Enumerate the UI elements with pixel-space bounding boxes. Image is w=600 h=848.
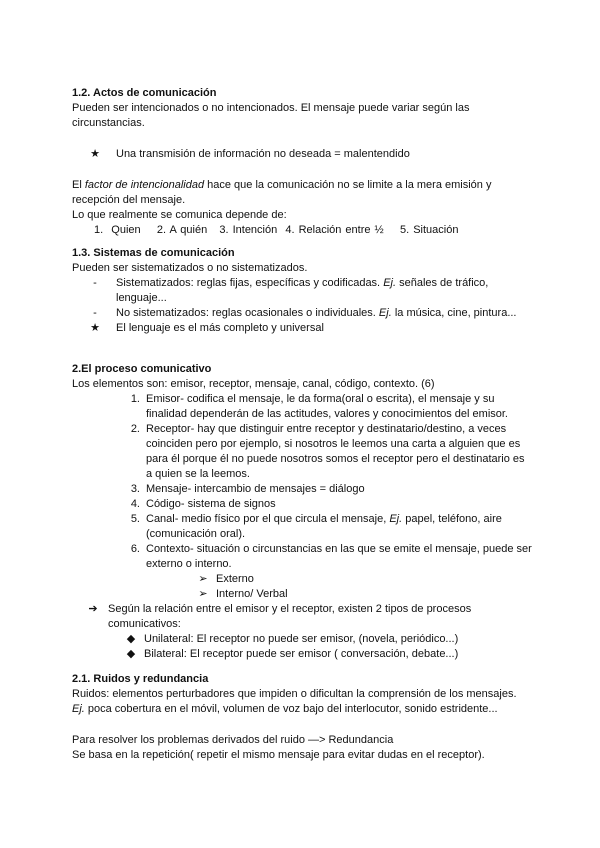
item-number: 2. [130, 423, 140, 435]
arrowhead-icon: ➢ [198, 588, 208, 600]
diamond-icon: ◆ [126, 648, 136, 660]
list-item-contexto [72, 542, 532, 572]
right-arrow-icon: ➔ [88, 603, 98, 615]
item-number: 1. [130, 393, 140, 405]
bullet-text: Según la relación entre el emisor y el receptor, existen 2 tipos de procesos comunicativos: [108, 603, 472, 630]
actos-intro: Pueden ser intencionados o no intencionados. El mensaje puede variar según las circunstancias. [72, 102, 470, 129]
item-text: Emisor- codifica el mensaje, le da forma(oral o escrita), el mensaje y su finalidad dependerán de las actitudes, valores y conocimientos del emisor. [146, 393, 508, 420]
item-text: Mensaje- intercambio de mensajes = diálogo [146, 483, 365, 495]
section-title-sistemas: 1.3. Sistemas de comunicación [72, 247, 235, 259]
list-item-canal [72, 512, 532, 542]
dash-item-no-sistematizados [72, 306, 532, 321]
redundancia-line: Para resolver los problemas derivados del ruido —> Redundancia [72, 734, 394, 746]
emphasis: factor de intencionalidad [84, 179, 205, 191]
item-number: 5. [130, 513, 140, 525]
text-run: poca cobertura en el móvil, volumen de voz bajo del interlocutor, sonido estridente... [84, 703, 498, 715]
text-run: la música, cine, pintura... [391, 307, 517, 319]
section-title-actos: 1.2. Actos de comunicación [72, 87, 217, 99]
dash-icon: - [93, 307, 97, 319]
ruidos-example [72, 702, 532, 717]
section-title-ruidos: 2.1. Ruidos y redundancia [72, 673, 209, 685]
text-run: papel, teléfono, aire (comunicación oral). [146, 513, 502, 540]
bullet-text: Una transmisión de información no deseada = malentendido [116, 148, 410, 160]
item-text: Receptor- hay que distinguir entre receptor y destinatario/destino, a veces coinciden pero por ejemplo, si nosotros le leemos una carta a alguien que es para él porque él no puede nosotros somos el receptor pero el destinatario es a quien se la leemos. [146, 423, 525, 480]
list-item-emisor [72, 392, 532, 422]
bullet-relacion [72, 602, 532, 632]
dash-icon: - [93, 277, 97, 289]
list-item-mensaje [72, 482, 532, 497]
sub-item-text: Externo [216, 573, 254, 585]
emphasis: Ej. [389, 513, 403, 525]
text-run: Sistematizados: reglas fijas, específicas y codificadas. [116, 277, 384, 289]
dash-item-sistematizados [72, 276, 532, 306]
depends-line: Lo que realmente se comunica depende de: [72, 209, 287, 221]
item-number: 4. [130, 498, 140, 510]
star-icon: ★ [90, 322, 100, 334]
bullet-lenguaje [72, 321, 532, 336]
document-page [72, 86, 532, 763]
ruidos-definition: Ruidos: elementos perturbadores que impiden o dificultan la comprensión de los mensajes. [72, 688, 517, 700]
text-run: señales de tráfico, lenguaje... [116, 277, 489, 304]
diamond-icon: ◆ [126, 633, 136, 645]
list-item-receptor [72, 422, 532, 482]
bullet-bilateral [72, 647, 532, 662]
star-icon: ★ [90, 148, 100, 160]
text-run: hace que la comunicación no se limite a la mera emisión y recepción del mensaje. [72, 179, 492, 206]
bullet-text: El lenguaje es el más completo y universal [116, 322, 324, 334]
bullet-malentendido [72, 147, 532, 162]
list-item-codigo [72, 497, 532, 512]
text-run: Canal- medio físico por el que circula el mensaje, [146, 513, 390, 525]
depends-list: 1. Quien 2. A quién 3. Intención 4. Relación entre ½ 5. Situación [94, 224, 459, 236]
item-text: Código- sistema de signos [146, 498, 276, 510]
emphasis: Ej. [72, 703, 85, 715]
bullet-unilateral [72, 632, 532, 647]
emphasis: Ej. [383, 277, 397, 289]
sub-item-interno [72, 587, 532, 602]
text-run: El [72, 179, 85, 191]
item-number: 3. [130, 483, 140, 495]
item-number: 6. [130, 543, 140, 555]
sub-item-externo [72, 572, 532, 587]
emphasis: Ej. [378, 307, 392, 319]
sub-item-text: Interno/ Verbal [216, 588, 288, 600]
bullet-text: Bilateral: El receptor puede ser emisor ( conversación, debate...) [144, 648, 459, 660]
repeticion-line: Se basa en la repetición( repetir el mismo mensaje para evitar dudas en el receptor). [72, 749, 485, 761]
arrowhead-icon: ➢ [198, 573, 208, 585]
sistemas-intro: Pueden ser sistematizados o no sistematizados. [72, 262, 308, 274]
text-run: No sistematizados: reglas ocasionales o individuales. [116, 307, 379, 319]
factor-paragraph [72, 178, 532, 208]
proceso-intro: Los elementos son: emisor, receptor, mensaje, canal, código, contexto. (6) [72, 378, 435, 390]
section-title-proceso: 2.El proceso comunicativo [72, 363, 212, 375]
item-text: Contexto- situación o circunstancias en las que se emite el mensaje, puede ser externo o interno. [146, 543, 532, 570]
bullet-text: Unilateral: El receptor no puede ser emisor, (novela, periódico...) [144, 633, 459, 645]
